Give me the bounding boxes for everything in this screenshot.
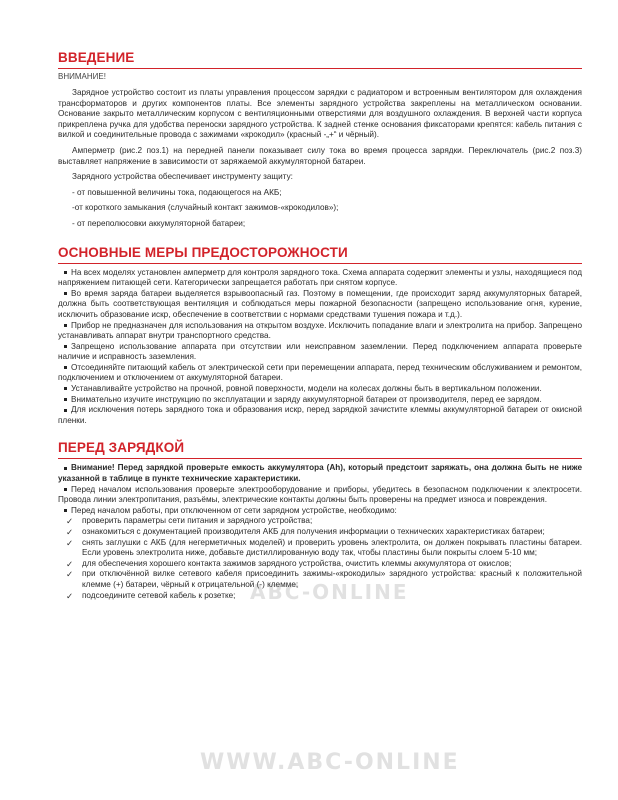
bullet-icon xyxy=(64,345,67,348)
precaution-bullet: На всех моделях установлен амперметр для контроля зарядного тока. Схема аппарата содержит элементы и узлы, находящиеся под напряжением питающей сети. Категорически запрещается работать при снятом корпусе. xyxy=(58,267,582,288)
protection-list-item: - от переполюсовки аккумуляторной батареи; xyxy=(72,218,246,228)
checkmark-icon: ✓ xyxy=(66,537,74,548)
capacity-warning: Внимание! Перед зарядкой проверьте емкость аккумулятора (Ah), который предстоит заряжать, она должна быть не ниже указанной в таблице в пункте технические характеристики. xyxy=(58,463,582,484)
checklist-item: ✓ подсоедините сетевой кабель к розетке; xyxy=(66,590,236,601)
precaution-bullet: Во время заряда батареи выделяется взрывоопасный газ. Поэтому в помещении, где происходит заряд аккумуляторных батарей, должна быть соответствующая вентиляция и соблюдаться меры пожарной безопасности (запрещено использование огня, курение, исключить образование искр, обеспечение в соответствии с нормами средствами тушения пожара и т.д.). xyxy=(58,288,582,319)
bullet-icon xyxy=(64,292,67,295)
before-work-bullet: Перед началом работы, при отключенном от сети зарядном устройстве, необходимо: xyxy=(58,506,582,517)
checkmark-icon: ✓ xyxy=(66,590,74,601)
section-title-before-charging: ПЕРЕД ЗАРЯДКОЙ xyxy=(58,440,582,459)
protection-list-item: - от повышенной величины тока, подающегося на АКБ; xyxy=(72,187,282,197)
bullet-icon xyxy=(64,488,67,491)
section-subtitle-attention: ВНИМАНИЕ! xyxy=(58,72,106,81)
before-use-bullet: Перед началом использования проверьте электрооборудование и приборы, убедитесь в безопасном подключении к электросети. Провода линии электропитания, разъёмы, электрические контакты должны быть проверены на предмет износа и повреждения. xyxy=(58,484,582,505)
checkmark-icon: ✓ xyxy=(66,558,74,569)
bullet-icon xyxy=(64,509,67,512)
section-title-intro: ВВЕДЕНИЕ xyxy=(58,50,582,69)
bullet-icon xyxy=(64,366,67,369)
watermark: WWW.ABC-ONLINE xyxy=(200,750,460,775)
section-title-precautions: ОСНОВНЫЕ МЕРЫ ПРЕДОСТОРОЖНОСТИ xyxy=(58,245,582,264)
checklist-item: ✓ для обеспечения хорошего контакта зажимов зарядного устройства, очистить клеммы аккумулятора от окислов; xyxy=(66,558,512,569)
bullet-icon xyxy=(64,398,67,401)
checklist-item: ✓ ознакомиться с документацией производителя АКБ для получения информации о технических характеристиках батареи; xyxy=(66,527,545,537)
intro-paragraph: Зарядное устройство состоит из платы управления процессом зарядки с радиатором и встроенным вентилятором для охлаждения трансформаторов и других компонентов платы. Все элементы зарядного устройства закреплены на металлическом основании. Основание закрыто металлическим корпусом с вентиляционными отверстиями для воздушного охлаждения. В верхней части корпуса прикреплена ручка для удобства переноски зарядного устройства. К задней стенке основания фиксаторами крепятся: кабель питания с вилкой и соединительные провода с зажимами «крокодил» (красный -„+“ и чёрный). xyxy=(58,88,582,140)
ammeter-paragraph: Амперметр (рис.2 поз.1) на передней панели показывает силу тока во время процесса зарядки. Переключатель (рис.2 поз.3) выставляет напряжение в зависимости от заряжаемой аккумуляторной батареи. xyxy=(58,145,582,166)
bullet-icon xyxy=(64,271,67,274)
precaution-bullet: Внимательно изучите инструкцию по эксплуатации и заряду аккумуляторной батареи от производителя, перед ее зарядом. xyxy=(58,395,582,406)
checklist-item: ✓ при отключённой вилке сетевого кабеля присоединить зажимы-«крокодилы» зарядного устройства: красный к положительной клемме (+) батареи, чёрный к отрицательной (-) клемме; xyxy=(66,569,582,589)
protection-paragraph: Зарядного устройства обеспечивает инструменту защиту: xyxy=(72,172,293,182)
precaution-bullet: Отсоединяйте питающий кабель от электрической сети при перемещении аппарата, перед техническим обслуживанием и ремонтом, подключением и отключением от аккумуляторной батареи. xyxy=(58,362,582,383)
precaution-bullet: Устанавливайте устройство на прочной, ровной поверхности, модели на колесах должны быть в вертикальном положении. xyxy=(58,384,582,395)
precaution-bullet: Для исключения потерь зарядного тока и образования искр, перед зарядкой зачистите клеммы аккумуляторной батареи от окисной пленки. xyxy=(58,405,582,425)
bullet-icon xyxy=(64,409,67,412)
checkmark-icon: ✓ xyxy=(66,569,74,580)
checkmark-icon: ✓ xyxy=(66,527,74,537)
protection-list-item: -от короткого замыкания (случайный контакт зажимов-«крокодилов»); xyxy=(72,203,339,213)
precaution-bullet: Запрещено использование аппарата при отсутствии или неисправном заземлении. Перед подключением аппарата проверьте наличие и исправность заземления. xyxy=(58,341,582,362)
document-page xyxy=(58,50,582,601)
watermark: ABC-ONLINE xyxy=(250,580,409,604)
checkmark-icon: ✓ xyxy=(66,516,74,527)
checklist-item: ✓ снять заглушки с АКБ (для негерметичных моделей) и проверить уровень электролита, он должен покрывать пластины батареи. Если уровень электролита ниже, добавьте дистиллированную воду так, чтобы пластины были покрыты слоем 5-10 мм; xyxy=(66,537,582,558)
precaution-bullet: Прибор не предназначен для использования на открытом воздухе. Исключить попадание влаги и электролита на прибор. Запрещено устанавливать аппарат внутри транспортного средства. xyxy=(58,320,582,341)
bullet-icon xyxy=(64,467,67,470)
bullet-icon xyxy=(64,324,67,327)
bullet-icon xyxy=(64,387,67,390)
checklist-item: ✓ проверить параметры сети питания и зарядного устройства; xyxy=(66,516,313,527)
